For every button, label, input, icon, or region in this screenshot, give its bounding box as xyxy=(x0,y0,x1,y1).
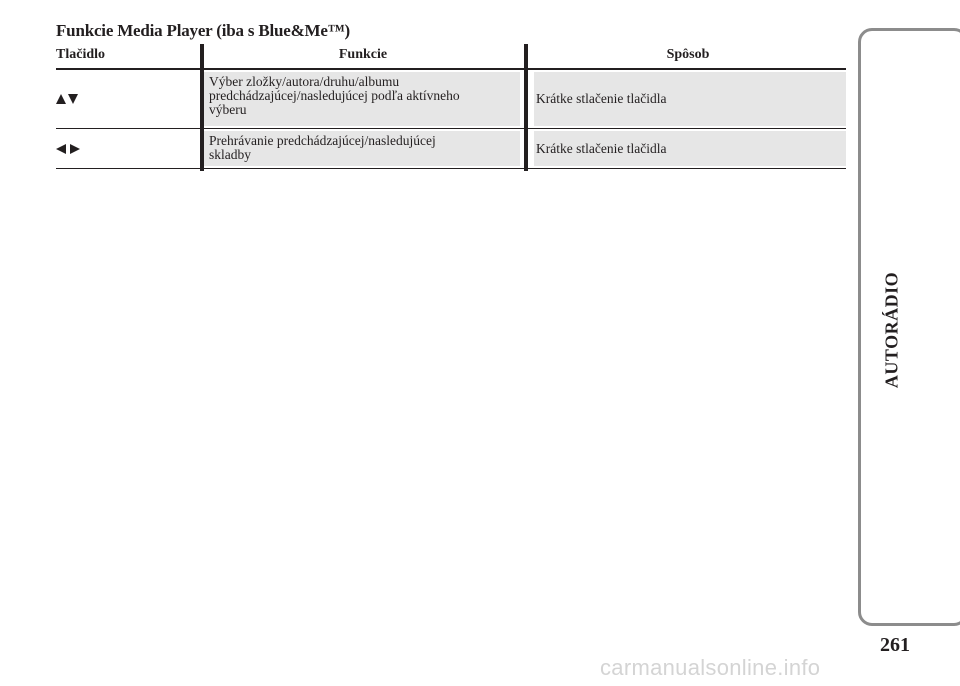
down-triangle-icon xyxy=(68,94,78,104)
table-row xyxy=(56,129,846,169)
cell-method: Krátke stlačenie tlačidla xyxy=(534,131,846,166)
function-line: výberu xyxy=(209,102,247,117)
up-triangle-icon xyxy=(56,94,66,104)
cell-button xyxy=(56,129,200,168)
function-line: Prehrávanie predchádzajúcej/nasledujúcej xyxy=(209,133,436,148)
function-line: Výber zložky/autora/druhu/albumu xyxy=(209,74,400,89)
table-header xyxy=(56,44,846,70)
section-title: Funkcie Media Player (iba s Blue&Me™) xyxy=(56,21,351,40)
table-row xyxy=(56,70,846,129)
watermark: carmanualsonline.info xyxy=(600,655,821,680)
left-triangle-icon xyxy=(56,144,66,154)
function-line: skladby xyxy=(209,147,251,162)
cell-method: Krátke stlačenie tlačidla xyxy=(534,72,846,126)
cell-function xyxy=(204,72,520,126)
function-line: predchádzajúcej/nasledujúcej podľa aktívneho xyxy=(209,88,460,103)
header-method: Spôsob xyxy=(666,47,710,62)
header-button: Tlačidlo xyxy=(56,47,106,62)
cell-button xyxy=(56,70,200,128)
header-function: Funkcie xyxy=(338,47,388,62)
page-number: 261 xyxy=(880,634,910,656)
right-triangle-icon xyxy=(70,144,80,154)
cell-function xyxy=(204,131,520,166)
media-player-functions-table xyxy=(56,44,846,169)
chapter-side-tab xyxy=(858,28,960,626)
chapter-label: AUTORÁDIO xyxy=(881,271,902,389)
